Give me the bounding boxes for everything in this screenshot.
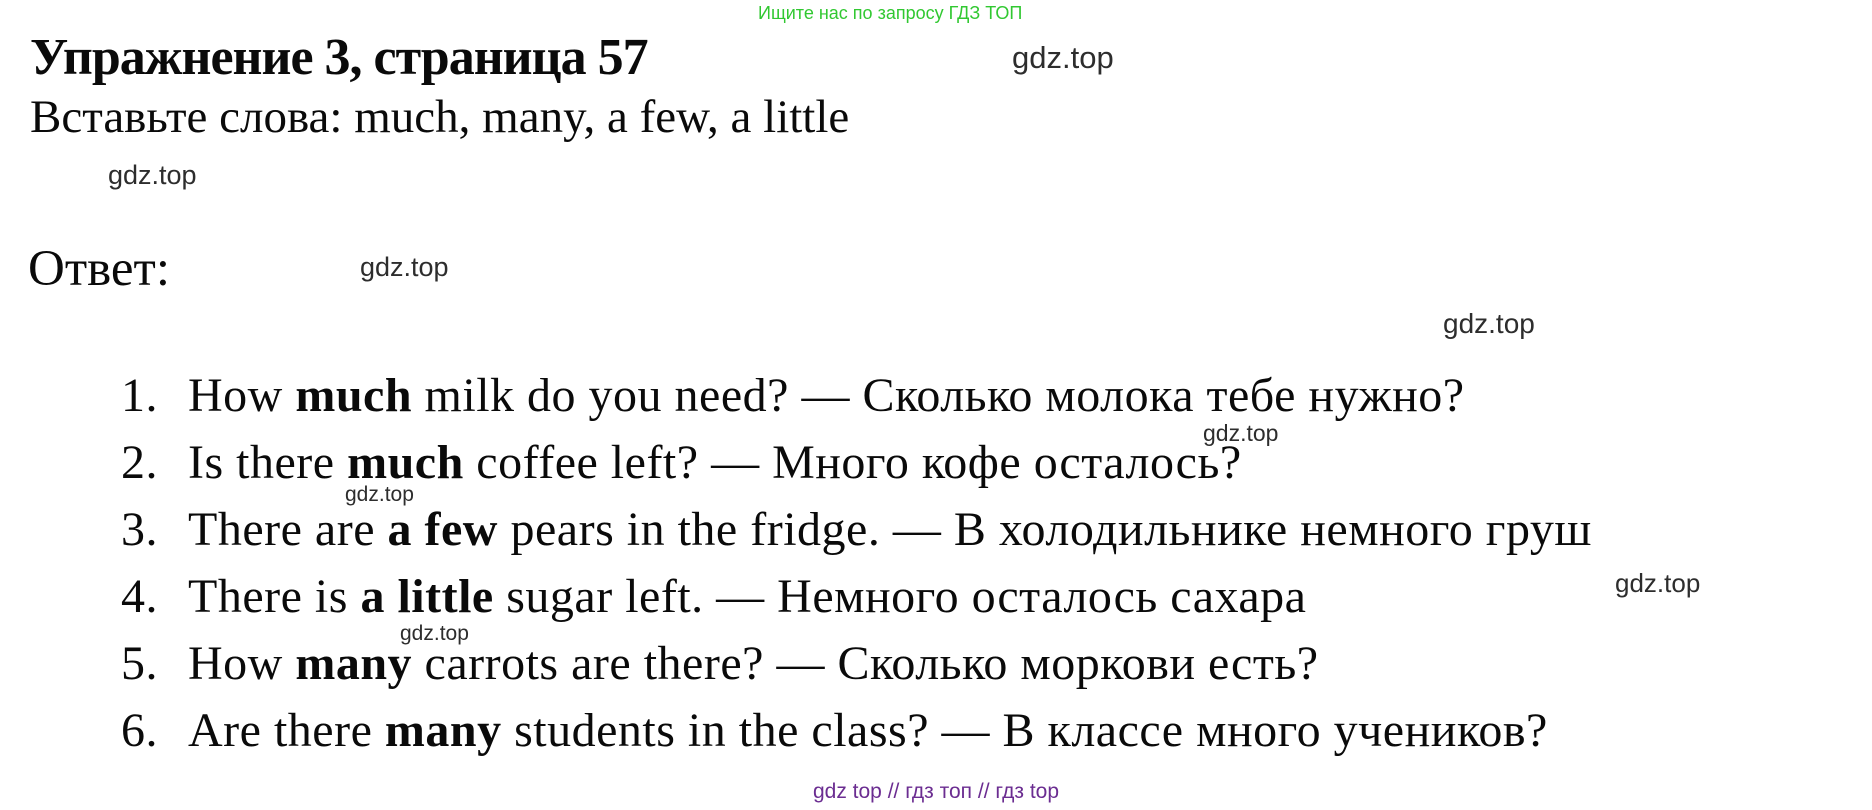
- list-item: [102, 630, 1592, 697]
- item-number: 4.: [121, 570, 158, 623]
- gdz-top-watermark: gdz.top: [1012, 40, 1114, 75]
- list-item: [102, 496, 1592, 563]
- gdz-top-watermark: gdz.top: [400, 622, 469, 645]
- item-text-post: pears in the fridge. — В холодильнике немного груш: [497, 503, 1592, 556]
- item-text: [188, 362, 1465, 429]
- item-number: 5.: [121, 637, 158, 690]
- item-number: 6.: [121, 704, 158, 757]
- item-text-post: milk do you need? — Сколько молока тебе нужно?: [412, 369, 1465, 422]
- item-text: [188, 630, 1319, 697]
- item-text-pre: How: [188, 369, 296, 422]
- list-item: [102, 563, 1592, 630]
- item-text-post: carrots are there? — Сколько моркови есть?: [412, 637, 1319, 690]
- item-text: [188, 563, 1306, 630]
- item-text-pre: How: [188, 637, 296, 690]
- item-number: 3.: [121, 503, 158, 556]
- item-number: 2.: [121, 436, 158, 489]
- list-item: [102, 697, 1592, 764]
- answer-list: [102, 362, 1592, 764]
- gdz-top-watermark: gdz.top: [1443, 308, 1535, 339]
- item-text-pre: Are there: [188, 704, 385, 757]
- gdz-top-watermark: gdz.top: [345, 483, 414, 506]
- item-text-post: students in the class? — В классе много учеников?: [501, 704, 1548, 757]
- item-number: 1.: [121, 369, 158, 422]
- page-title: Упражнение 3, страница 57: [30, 29, 648, 86]
- list-item: [102, 362, 1592, 429]
- item-text-post: coffee left? — Много кофе осталось?: [463, 436, 1242, 489]
- item-text: [188, 429, 1242, 496]
- bold-word: a little: [360, 570, 494, 623]
- item-text: [188, 496, 1592, 563]
- bold-word: much: [295, 369, 413, 422]
- list-item: [102, 429, 1592, 496]
- item-text-pre: There are: [188, 503, 388, 556]
- gdz-top-watermark: gdz.top: [108, 160, 197, 190]
- bold-word: a few: [387, 503, 498, 556]
- answer-label: Ответ:: [28, 241, 170, 297]
- promo-banner-text: Ищите нас по запросу ГДЗ ТОП: [758, 3, 1023, 23]
- footer-watermark-text: gdz top // гдз топ // гдз top: [812, 780, 1060, 803]
- gdz-top-watermark: gdz.top: [1615, 568, 1701, 598]
- gdz-top-watermark: gdz.top: [1203, 420, 1279, 446]
- item-text-pre: There is: [188, 570, 361, 623]
- bold-word: much: [347, 436, 464, 489]
- item-text: [188, 697, 1548, 764]
- exercise-subtitle: Вставьте слова: much, many, a few, a little: [30, 91, 850, 143]
- bold-word: many: [295, 637, 413, 690]
- gdz-top-watermark: gdz.top: [360, 252, 449, 282]
- item-text-post: sugar left. — Немного осталось сахара: [493, 570, 1307, 623]
- bold-word: many: [384, 704, 502, 757]
- item-text-pre: Is there: [188, 436, 348, 489]
